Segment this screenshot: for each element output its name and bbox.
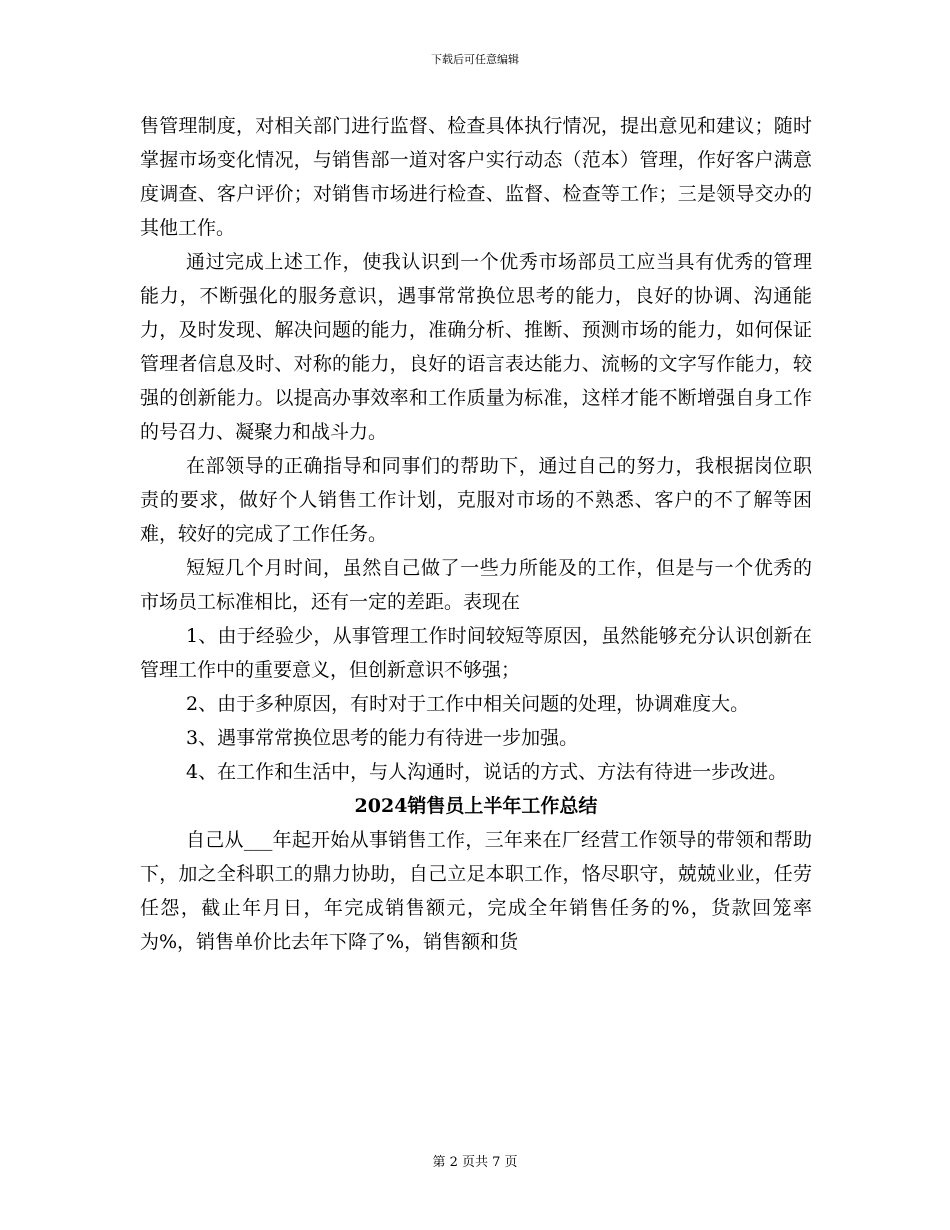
- paragraph-summary: 自己从___年起开始从事销售工作，三年来在厂经营工作领导的带领和帮助下，加之全科职工的鼎力协助，自己立足本职工作，恪尽职守，兢兢业业，任劳任怨，截止年月日，年完成销售额元，完成全年销售任务的%，货款回笼率为%，销售单价比去年下降了%，销售额和货: [140, 829, 812, 953]
- paragraph-abilities: 通过完成上述工作，使我认识到一个优秀市场部员工应当具有优秀的管理能力，不断强化的服务意识，遇事常常换位思考的能力，良好的协调、沟通能力，及时发现、解决问题的能力，准确分析、推断、预测市场的能力，如何保证管理者信息及时、对称的能力，良好的语言表达能力、流畅的文字写作能力，较强的创新能力。以提高办事效率和工作质量为标准，这样才能不断增强自身工作的号召力、凝聚力和战斗力。: [140, 251, 812, 443]
- page-header: 下载后可任意编辑: [431, 53, 519, 66]
- paragraph-guidance: 在部领导的正确指导和同事们的帮助下，通过自己的努力，我根据岗位职责的要求，做好个人销售工作计划，克服对市场的不熟悉、客户的不了解等困难，较好的完成了工作任务。: [140, 455, 812, 545]
- paragraph-continuation: 售管理制度，对相关部门进行监督、检查具体执行情况，提出意见和建议；随时掌握市场变化情况，与销售部一道对客户实行动态（范本）管理，作好客户满意度调查、客户评价；对销售市场进行检查、监督、检查等工作；三是领导交办的其他工作。: [140, 115, 812, 239]
- page-footer: 第 2 页共 7 页: [432, 1155, 518, 1170]
- document-body: [140, 109, 812, 959]
- paragraph-gap: 短短几个月时间，虽然自己做了一些力所能及的工作，但是与一个优秀的市场员工标准相比，还有一定的差距。表现在: [140, 557, 812, 613]
- list-item-4: 4、在工作和生活中，与人沟通时，说话的方式、方法有待进一步改进。: [186, 761, 788, 783]
- list-item-1: 1、由于经验少，从事管理工作时间较短等原因，虽然能够充分认识创新在管理工作中的重要意义，但创新意识不够强；: [140, 625, 812, 681]
- section-title: 2024销售员上半年工作总结: [354, 795, 598, 817]
- list-item-3: 3、遇事常常换位思考的能力有待进一步加强。: [186, 727, 579, 749]
- list-item-2: 2、由于多种原因，有时对于工作中相关问题的处理，协调难度大。: [186, 693, 750, 715]
